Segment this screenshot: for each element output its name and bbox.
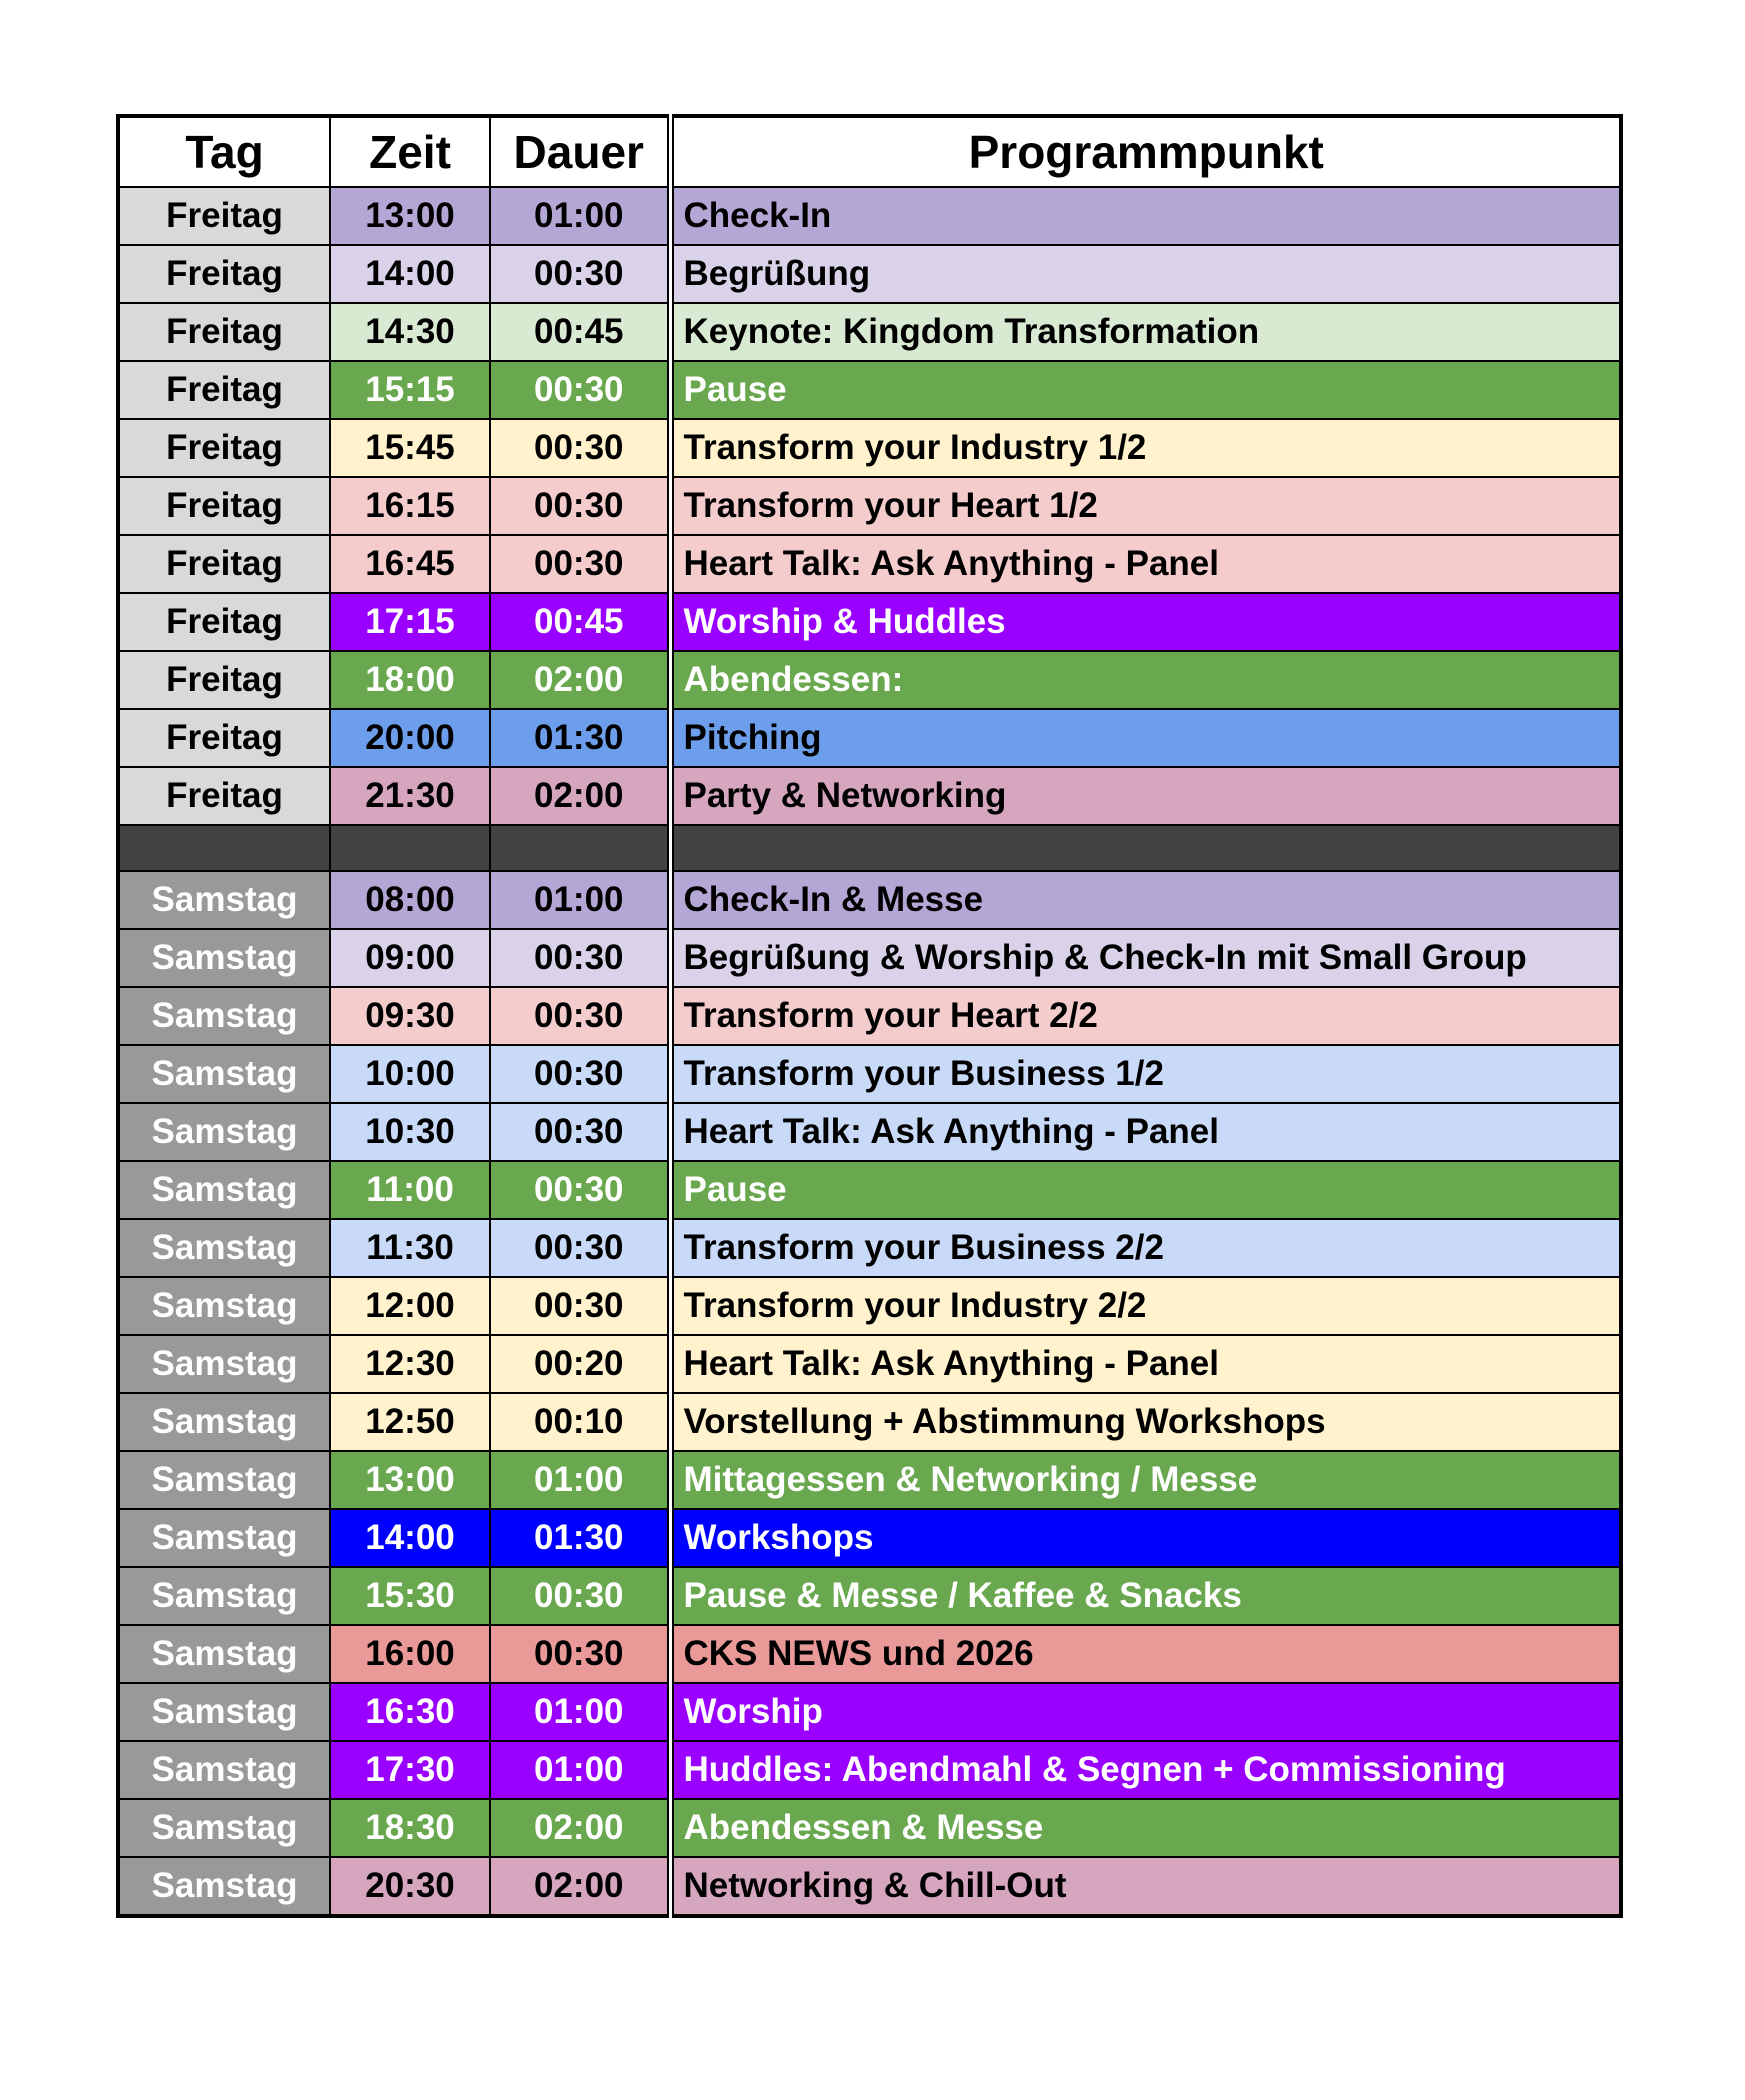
duration-cell: 00:30 [490, 419, 670, 477]
day-cell: Freitag [118, 245, 330, 303]
day-cell: Samstag [118, 1045, 330, 1103]
duration-cell: 00:30 [490, 929, 670, 987]
duration-cell: 00:45 [490, 593, 670, 651]
schedule-body [118, 187, 1621, 1916]
schedule-row [118, 1567, 1621, 1625]
program-cell: Abendessen & Messe [670, 1799, 1621, 1857]
day-cell: Samstag [118, 1857, 330, 1916]
time-cell: 16:45 [330, 535, 490, 593]
schedule-row [118, 1103, 1621, 1161]
schedule-row [118, 1683, 1621, 1741]
schedule-row [118, 535, 1621, 593]
header-day: Tag [118, 116, 330, 187]
time-cell: 16:30 [330, 1683, 490, 1741]
program-cell: Worship & Huddles [670, 593, 1621, 651]
program-cell: Mittagessen & Networking / Messe [670, 1451, 1621, 1509]
schedule-row [118, 987, 1621, 1045]
duration-cell: 01:30 [490, 1509, 670, 1567]
program-cell: Heart Talk: Ask Anything - Panel [670, 1335, 1621, 1393]
separator-cell [490, 825, 670, 871]
time-cell: 14:00 [330, 1509, 490, 1567]
program-cell: Keynote: Kingdom Transformation [670, 303, 1621, 361]
time-cell: 10:00 [330, 1045, 490, 1103]
duration-cell: 00:30 [490, 1219, 670, 1277]
program-cell: Transform your Business 2/2 [670, 1219, 1621, 1277]
duration-cell: 00:30 [490, 987, 670, 1045]
duration-cell: 00:30 [490, 1625, 670, 1683]
duration-cell: 02:00 [490, 651, 670, 709]
schedule-row [118, 1335, 1621, 1393]
schedule-row [118, 303, 1621, 361]
duration-cell: 00:30 [490, 1277, 670, 1335]
day-cell: Samstag [118, 1277, 330, 1335]
schedule-row [118, 1509, 1621, 1567]
schedule-row [118, 1451, 1621, 1509]
time-cell: 13:00 [330, 187, 490, 245]
program-cell: Begrüßung & Worship & Check-In mit Small Group [670, 929, 1621, 987]
time-cell: 12:50 [330, 1393, 490, 1451]
program-cell: Party & Networking [670, 767, 1621, 825]
day-cell: Samstag [118, 1103, 330, 1161]
schedule-row [118, 1857, 1621, 1916]
duration-cell: 02:00 [490, 1799, 670, 1857]
schedule-row [118, 245, 1621, 303]
time-cell: 13:00 [330, 1451, 490, 1509]
duration-cell: 00:30 [490, 1103, 670, 1161]
duration-cell: 00:30 [490, 245, 670, 303]
duration-cell: 00:10 [490, 1393, 670, 1451]
time-cell: 16:15 [330, 477, 490, 535]
day-cell: Samstag [118, 1683, 330, 1741]
schedule-row [118, 419, 1621, 477]
program-cell: Workshops [670, 1509, 1621, 1567]
schedule-row [118, 1393, 1621, 1451]
day-cell: Samstag [118, 1799, 330, 1857]
header-row [118, 116, 1621, 187]
program-cell: Transform your Business 1/2 [670, 1045, 1621, 1103]
schedule-row [118, 477, 1621, 535]
duration-cell: 02:00 [490, 1857, 670, 1916]
header-time: Zeit [330, 116, 490, 187]
duration-cell: 00:30 [490, 1161, 670, 1219]
schedule-row [118, 1277, 1621, 1335]
duration-cell: 00:30 [490, 535, 670, 593]
duration-cell: 00:30 [490, 361, 670, 419]
duration-cell: 02:00 [490, 767, 670, 825]
schedule-table [116, 114, 1623, 1918]
program-cell: Check-In & Messe [670, 871, 1621, 929]
separator-cell [330, 825, 490, 871]
schedule-row [118, 593, 1621, 651]
time-cell: 17:30 [330, 1741, 490, 1799]
day-cell: Samstag [118, 1509, 330, 1567]
program-cell: Transform your Heart 2/2 [670, 987, 1621, 1045]
day-cell: Samstag [118, 871, 330, 929]
duration-cell: 01:00 [490, 1741, 670, 1799]
program-cell: Worship [670, 1683, 1621, 1741]
program-cell: Abendessen: [670, 651, 1621, 709]
duration-cell: 01:00 [490, 871, 670, 929]
schedule-row [118, 187, 1621, 245]
schedule-row [118, 1219, 1621, 1277]
program-cell: Vorstellung + Abstimmung Workshops [670, 1393, 1621, 1451]
program-cell: Begrüßung [670, 245, 1621, 303]
day-cell: Samstag [118, 1393, 330, 1451]
time-cell: 11:30 [330, 1219, 490, 1277]
time-cell: 15:15 [330, 361, 490, 419]
day-separator-row [118, 825, 1621, 871]
program-cell: Transform your Heart 1/2 [670, 477, 1621, 535]
schedule-row [118, 361, 1621, 419]
day-cell: Freitag [118, 187, 330, 245]
time-cell: 14:00 [330, 245, 490, 303]
time-cell: 20:00 [330, 709, 490, 767]
schedule-row [118, 871, 1621, 929]
program-cell: Heart Talk: Ask Anything - Panel [670, 535, 1621, 593]
program-cell: Networking & Chill-Out [670, 1857, 1621, 1916]
day-cell: Freitag [118, 535, 330, 593]
duration-cell: 00:45 [490, 303, 670, 361]
time-cell: 15:45 [330, 419, 490, 477]
time-cell: 14:30 [330, 303, 490, 361]
program-cell: Check-In [670, 187, 1621, 245]
duration-cell: 01:00 [490, 187, 670, 245]
day-cell: Freitag [118, 593, 330, 651]
time-cell: 18:30 [330, 1799, 490, 1857]
day-cell: Samstag [118, 1219, 330, 1277]
schedule-row [118, 1161, 1621, 1219]
time-cell: 09:00 [330, 929, 490, 987]
time-cell: 18:00 [330, 651, 490, 709]
schedule-row [118, 1625, 1621, 1683]
program-cell: Pause [670, 1161, 1621, 1219]
time-cell: 15:30 [330, 1567, 490, 1625]
day-cell: Freitag [118, 709, 330, 767]
separator-cell [118, 825, 330, 871]
header-program: Programmpunkt [670, 116, 1621, 187]
time-cell: 08:00 [330, 871, 490, 929]
schedule-row [118, 651, 1621, 709]
header-duration: Dauer [490, 116, 670, 187]
day-cell: Samstag [118, 1625, 330, 1683]
day-cell: Freitag [118, 767, 330, 825]
schedule-row [118, 1799, 1621, 1857]
time-cell: 21:30 [330, 767, 490, 825]
time-cell: 09:30 [330, 987, 490, 1045]
day-cell: Freitag [118, 361, 330, 419]
program-cell: Transform your Industry 2/2 [670, 1277, 1621, 1335]
duration-cell: 00:30 [490, 477, 670, 535]
schedule-row [118, 767, 1621, 825]
separator-cell [670, 825, 1621, 871]
time-cell: 12:00 [330, 1277, 490, 1335]
day-cell: Freitag [118, 303, 330, 361]
schedule-row [118, 1741, 1621, 1799]
duration-cell: 01:00 [490, 1451, 670, 1509]
program-cell: Heart Talk: Ask Anything - Panel [670, 1103, 1621, 1161]
schedule-row [118, 929, 1621, 987]
program-cell: Huddles: Abendmahl & Segnen + Commissioning [670, 1741, 1621, 1799]
day-cell: Samstag [118, 1741, 330, 1799]
time-cell: 20:30 [330, 1857, 490, 1916]
day-cell: Samstag [118, 1335, 330, 1393]
program-cell: Transform your Industry 1/2 [670, 419, 1621, 477]
day-cell: Samstag [118, 1451, 330, 1509]
duration-cell: 00:30 [490, 1045, 670, 1103]
day-cell: Samstag [118, 929, 330, 987]
time-cell: 17:15 [330, 593, 490, 651]
day-cell: Freitag [118, 651, 330, 709]
time-cell: 12:30 [330, 1335, 490, 1393]
day-cell: Samstag [118, 987, 330, 1045]
duration-cell: 01:00 [490, 1683, 670, 1741]
day-cell: Freitag [118, 477, 330, 535]
day-cell: Freitag [118, 419, 330, 477]
program-cell: Pause [670, 361, 1621, 419]
schedule-row [118, 709, 1621, 767]
duration-cell: 00:20 [490, 1335, 670, 1393]
time-cell: 10:30 [330, 1103, 490, 1161]
time-cell: 16:00 [330, 1625, 490, 1683]
schedule-row [118, 1045, 1621, 1103]
program-cell: Pause & Messe / Kaffee & Snacks [670, 1567, 1621, 1625]
day-cell: Samstag [118, 1161, 330, 1219]
duration-cell: 00:30 [490, 1567, 670, 1625]
day-cell: Samstag [118, 1567, 330, 1625]
duration-cell: 01:30 [490, 709, 670, 767]
time-cell: 11:00 [330, 1161, 490, 1219]
program-cell: Pitching [670, 709, 1621, 767]
program-cell: CKS NEWS und 2026 [670, 1625, 1621, 1683]
